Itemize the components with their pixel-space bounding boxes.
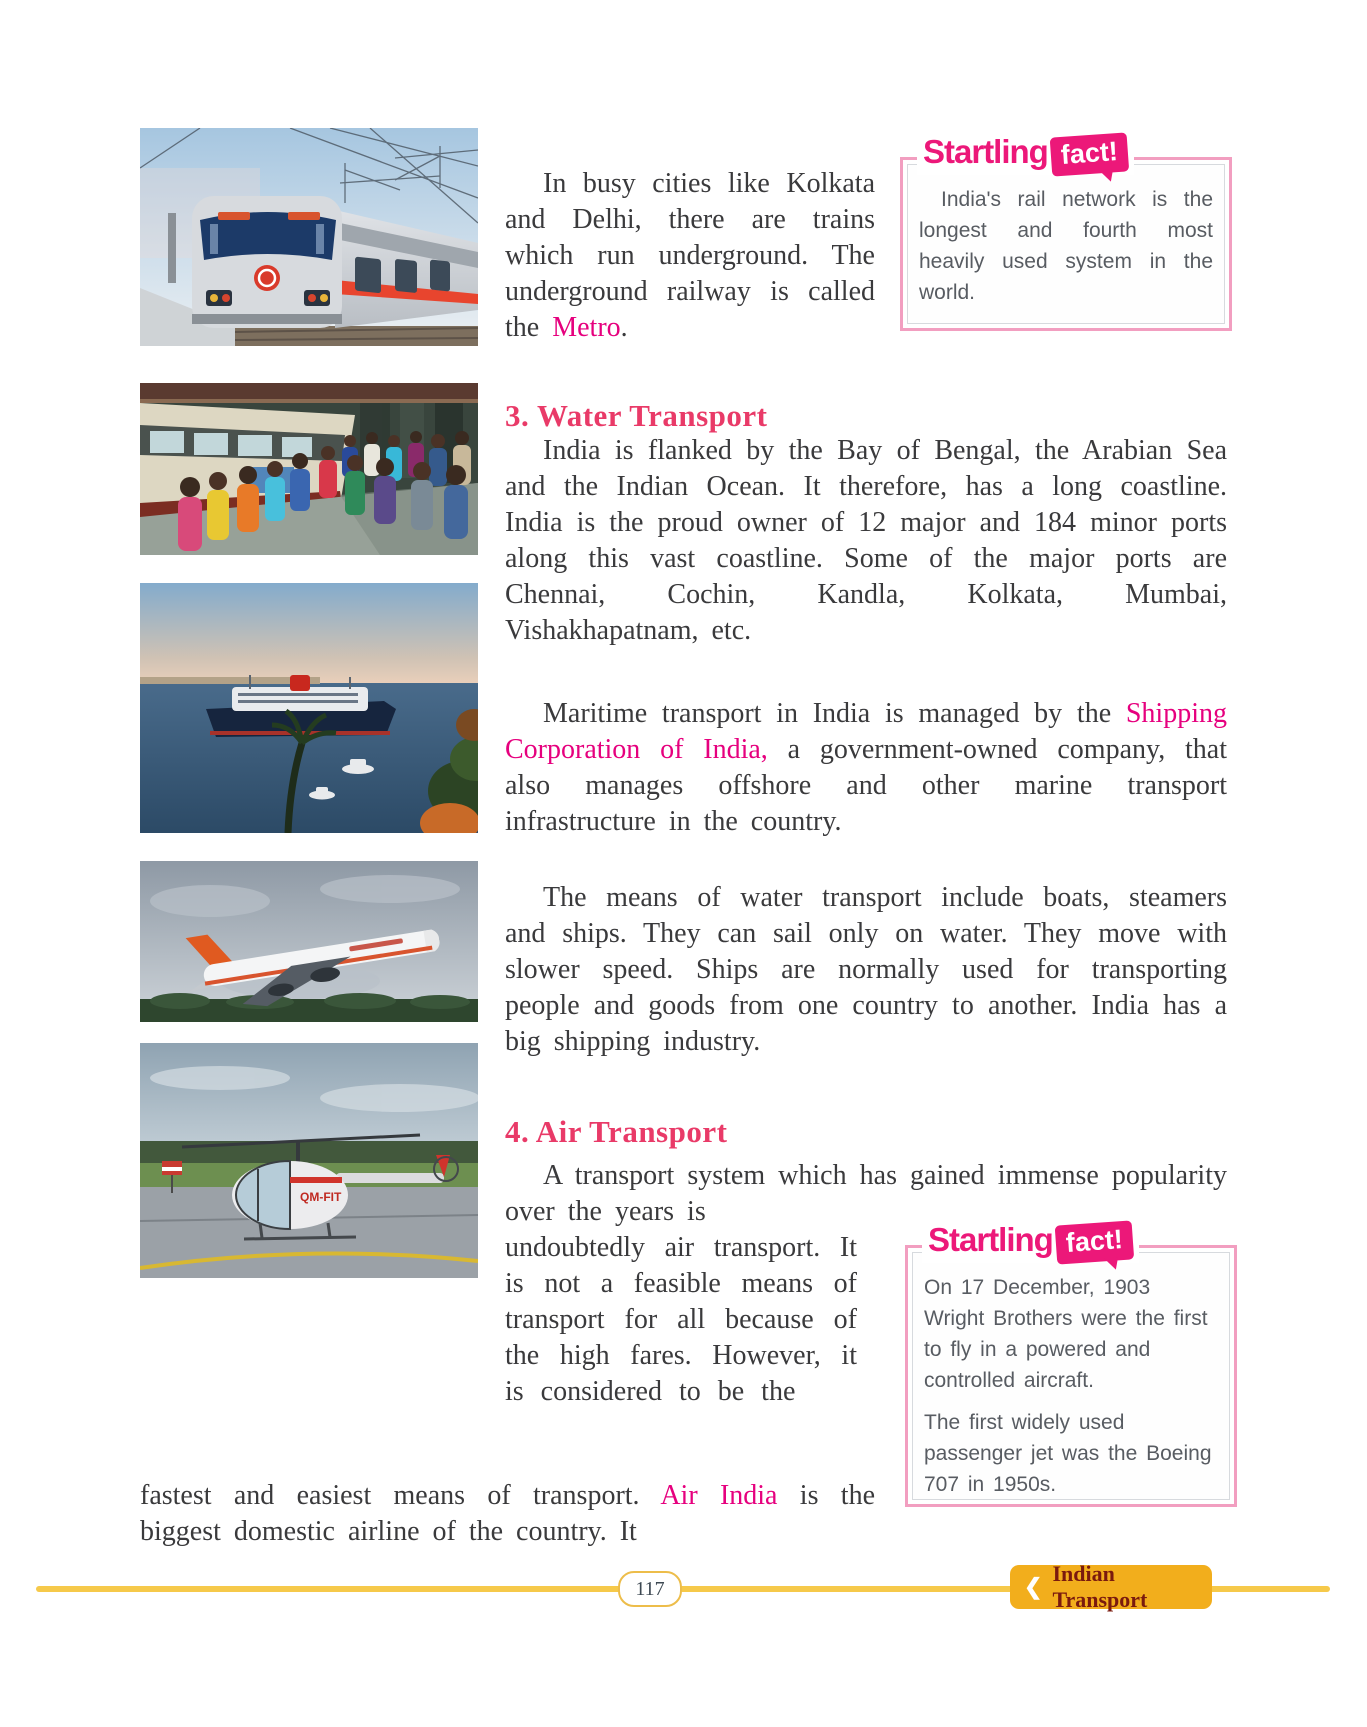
fact2-paragraph-2: The first widely used passenger jet was the Boeing 707 in 1950s. — [924, 1411, 1212, 1496]
metro-accent-word: Metro — [552, 312, 621, 343]
fact2-paragraph-1: On 17 December, 1903 Wright Brothers were the first to fly in a powered and controlled aircraft. — [924, 1276, 1208, 1392]
funnel — [290, 675, 310, 691]
intro-paragraph: In busy cities like Kolkata and Delhi, there are trains which run underground. The underground railway is called the Metro. — [505, 168, 875, 343]
page-number-badge — [618, 1571, 682, 1607]
chapter-tab-label: Indian Transport — [1052, 1561, 1148, 1612]
startling-fact-box-rail — [900, 157, 1232, 331]
platform-crowd-illustration — [140, 383, 478, 555]
startling-label-2: Startling — [928, 1221, 1053, 1258]
intro-text: In busy cities like Kolkata and Delhi, there are trains which run underground. The underground railway is called the — [505, 168, 875, 343]
startling-label: Startling — [923, 133, 1048, 170]
water-paragraph-3: The means of water transport include boats, steamers and ships. They can sail only on water. They move with slower speed. Ships are normally used for transporting people and goods from one country to another. India has a big shipping industry. — [505, 882, 1227, 1057]
helicopter-photo — [140, 1043, 478, 1278]
page-number: 117 — [635, 1577, 665, 1600]
metro-train-photo — [140, 128, 478, 346]
railway-platform-photo — [140, 383, 478, 555]
chapter-tab[interactable] — [1010, 1561, 1212, 1612]
airplane-illustration — [140, 861, 478, 1022]
metro-train-illustration — [140, 128, 478, 346]
fact2-text — [908, 1248, 1234, 1500]
cruise-ship-photo — [140, 583, 478, 833]
tail-boom — [336, 1173, 444, 1183]
girder — [140, 383, 478, 399]
air-paragraph-narrow: undoubtedly air transport. It is not a feasible means of transport for all because of the high fares. However, it is considered to be the — [505, 1232, 857, 1407]
fact-bubble-icon-2: fact! — [1055, 1220, 1135, 1264]
air-transport-heading: 4. Air Transport — [505, 1113, 728, 1149]
startling-fact-box-flight — [905, 1245, 1237, 1507]
air-india-plane-photo — [140, 861, 478, 1022]
fact-bubble-icon: fact! — [1050, 132, 1130, 176]
startling-fact-title-2 — [922, 1221, 1139, 1263]
water-transport-heading: 3. Water Transport — [505, 397, 768, 433]
air-paragraph-wide: fastest and easiest means of transport. Air India is the biggest domestic airline of the country. It — [140, 1480, 875, 1547]
water-paragraph-1: India is flanked by the Bay of Bengal, the Arabian Sea and the Indian Ocean. It therefore, has a long coastline. India is the proud owner of 12 major and 184 minor ports along this vast coastline. Some of the major ports are Chennai, Cochin, Kandla, Kolkata, Mumbai, Vishakhapatnam, etc. — [505, 435, 1227, 646]
startling-fact-title — [917, 133, 1134, 175]
water-paragraph-2: Maritime transport in India is managed by the Shipping Corporation of India, a government-owned company, that also manages offshore and other marine transport infrastructure in the country. — [505, 698, 1227, 837]
helicopter-registration: QM-FIT — [300, 1190, 342, 1204]
fact1-text: India's rail network is the longest and fourth most heavily used system in the world. — [919, 188, 1213, 304]
chevron-left-icon: ❮ — [1024, 1574, 1043, 1599]
cruise-ship-illustration — [140, 583, 478, 833]
helicopter-illustration — [140, 1043, 478, 1278]
air-india-accent: Air India — [660, 1480, 778, 1511]
air-paragraph-full: A transport system which has gained immense popularity over the years is — [505, 1160, 1227, 1227]
shipping-corporation-accent: Shipping Corporation of India, — [505, 698, 1227, 765]
signal-post — [168, 213, 176, 283]
